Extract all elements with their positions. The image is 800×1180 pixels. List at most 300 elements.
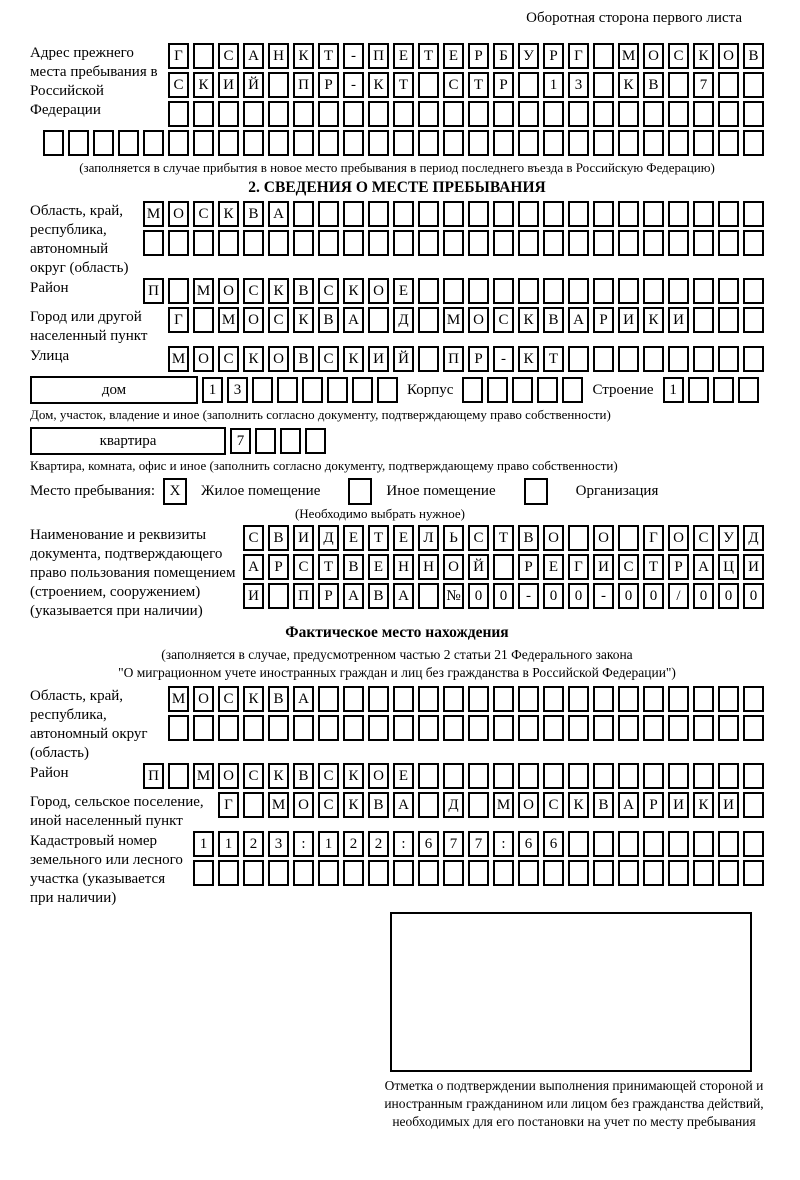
char-box: [743, 130, 764, 156]
actual-location-title: Фактическое место нахождения: [285, 624, 509, 641]
char-box: [443, 230, 464, 256]
char-box: [318, 130, 339, 156]
char-box: О: [668, 525, 689, 551]
char-box: [718, 715, 739, 741]
char-box: К: [343, 763, 364, 789]
stay-option-inoe-checkbox: [348, 478, 372, 505]
char-box: [468, 201, 489, 227]
char-row: [143, 201, 764, 227]
char-box: В: [268, 525, 289, 551]
char-box: [168, 101, 189, 127]
char-box: К: [268, 278, 289, 304]
char-box: [318, 201, 339, 227]
char-box: [418, 278, 439, 304]
city-block: [30, 307, 764, 346]
char-box: [643, 101, 664, 127]
char-box: М: [168, 346, 189, 372]
char-box: 1: [663, 377, 684, 403]
char-box: И: [743, 554, 764, 580]
char-box: [537, 377, 558, 403]
char-box: И: [368, 346, 389, 372]
street-block: [30, 346, 764, 375]
stay-option-zhiloe-label: Жилое помещение: [201, 483, 321, 499]
char-box: В: [368, 583, 389, 609]
char-box: [543, 230, 564, 256]
char-box: [302, 377, 323, 403]
char-box: Г: [568, 554, 589, 580]
char-box: [618, 525, 639, 551]
char-box: [643, 201, 664, 227]
char-box: К: [268, 763, 289, 789]
char-box: [693, 307, 714, 333]
char-box: Т: [318, 554, 339, 580]
char-box: [618, 346, 639, 372]
char-box: К: [343, 278, 364, 304]
char-box: [318, 230, 339, 256]
char-row: [143, 278, 764, 304]
char-box: С: [618, 554, 639, 580]
char-box: П: [443, 346, 464, 372]
district-label: Район: [30, 280, 69, 296]
char-box: М: [193, 278, 214, 304]
char-box: [518, 230, 539, 256]
char-box: [693, 763, 714, 789]
char-box: В: [293, 763, 314, 789]
char-box: И: [718, 792, 739, 818]
char-box: [193, 230, 214, 256]
char-box: К: [368, 72, 389, 98]
char-box: [643, 860, 664, 886]
char-box: В: [318, 307, 339, 333]
char-box: Е: [393, 525, 414, 551]
char-box: В: [268, 686, 289, 712]
char-box: [743, 831, 764, 857]
char-box: К: [643, 307, 664, 333]
char-box: [543, 201, 564, 227]
char-box: [168, 230, 189, 256]
char-box: [443, 715, 464, 741]
char-box: [443, 201, 464, 227]
char-box: [693, 230, 714, 256]
char-box: С: [243, 525, 264, 551]
char-box: [393, 130, 414, 156]
stay-type-row: [30, 478, 764, 505]
char-box: [668, 763, 689, 789]
char-box: [618, 715, 639, 741]
char-row: [243, 525, 764, 551]
cadastre-grid: [193, 831, 764, 889]
char-box: Е: [393, 43, 414, 69]
char-box: Ь: [443, 525, 464, 551]
char-box: [243, 715, 264, 741]
prev-address-block: [30, 43, 764, 130]
char-box: Р: [668, 554, 689, 580]
char-box: Г: [218, 792, 239, 818]
char-box: [718, 831, 739, 857]
char-box: [468, 130, 489, 156]
char-box: [305, 428, 326, 454]
char-box: [643, 686, 664, 712]
char-box: О: [243, 307, 264, 333]
char-box: [568, 860, 589, 886]
char-box: [418, 686, 439, 712]
char-box: [718, 686, 739, 712]
char-box: [393, 686, 414, 712]
char-box: Ц: [718, 554, 739, 580]
char-box: /: [668, 583, 689, 609]
char-box: Д: [743, 525, 764, 551]
char-box: [243, 101, 264, 127]
char-row: [193, 860, 764, 886]
char-box: [443, 860, 464, 886]
char-box: [693, 686, 714, 712]
char-box: [218, 130, 239, 156]
char-box: [593, 831, 614, 857]
char-box: [593, 860, 614, 886]
char-box: [268, 101, 289, 127]
char-box: Н: [418, 554, 439, 580]
char-box: [593, 346, 614, 372]
char-box: [718, 130, 739, 156]
char-box: Б: [493, 43, 514, 69]
apartment-type-box: квартира: [30, 427, 226, 455]
char-box: [418, 130, 439, 156]
char-box: К: [343, 346, 364, 372]
char-box: [643, 278, 664, 304]
char-box: [418, 860, 439, 886]
char-box: К: [693, 792, 714, 818]
char-box: С: [493, 307, 514, 333]
char-box: С: [318, 763, 339, 789]
char-box: 3: [268, 831, 289, 857]
char-box: [743, 346, 764, 372]
char-box: [468, 278, 489, 304]
char-box: У: [518, 43, 539, 69]
char-box: [318, 686, 339, 712]
char-box: [193, 43, 214, 69]
char-box: И: [668, 792, 689, 818]
char-box: [293, 715, 314, 741]
char-box: Т: [368, 525, 389, 551]
char-box: [43, 130, 64, 156]
char-box: [268, 715, 289, 741]
char-box: [343, 686, 364, 712]
char-box: В: [293, 278, 314, 304]
actual-region-grid: [168, 686, 764, 744]
char-box: [418, 201, 439, 227]
stay-option-org-checkbox: [524, 478, 548, 505]
char-box: К: [243, 346, 264, 372]
char-box: [518, 201, 539, 227]
char-box: -: [493, 346, 514, 372]
char-box: [293, 860, 314, 886]
char-box: Й: [468, 554, 489, 580]
actual-district-label: Район: [30, 765, 69, 781]
char-box: 0: [618, 583, 639, 609]
char-box: [193, 307, 214, 333]
stroenie-grid: [663, 377, 759, 403]
char-box: О: [593, 525, 614, 551]
char-row: [143, 763, 764, 789]
char-box: [343, 130, 364, 156]
char-box: [318, 715, 339, 741]
char-box: 1: [543, 72, 564, 98]
char-box: [693, 346, 714, 372]
char-box: К: [243, 686, 264, 712]
char-box: [668, 860, 689, 886]
char-box: [593, 278, 614, 304]
actual-city-label: Город, сельское поселение, иной населенный пункт: [30, 794, 204, 829]
actual-region-label: Область, край, республика, автономный округ (область): [30, 688, 148, 761]
char-box: [643, 831, 664, 857]
char-box: [643, 130, 664, 156]
char-box: [743, 72, 764, 98]
stamp-caption: Отметка о подтверждении выполнения принимающей стороной и иностранным гражданином или лицом без гражданства действий, необходимых для его постановки на учет по месту пребывания: [384, 1078, 764, 1129]
stroenie-label: Строение: [592, 382, 654, 398]
char-box: [293, 130, 314, 156]
char-box: [393, 201, 414, 227]
char-box: Г: [568, 43, 589, 69]
char-box: :: [393, 831, 414, 857]
char-box: [493, 278, 514, 304]
char-box: [668, 346, 689, 372]
char-box: [618, 101, 639, 127]
char-box: -: [343, 72, 364, 98]
char-box: [468, 230, 489, 256]
char-box: [368, 101, 389, 127]
char-box: А: [393, 583, 414, 609]
char-box: :: [493, 831, 514, 857]
char-box: И: [243, 583, 264, 609]
char-box: С: [468, 525, 489, 551]
char-box: [738, 377, 759, 403]
char-box: [393, 101, 414, 127]
char-box: [668, 278, 689, 304]
district-block: [30, 278, 764, 307]
char-box: С: [193, 201, 214, 227]
stamp-box: [390, 912, 752, 1072]
char-box: И: [668, 307, 689, 333]
char-box: [518, 715, 539, 741]
char-box: [568, 278, 589, 304]
char-box: Р: [493, 72, 514, 98]
char-box: [718, 230, 739, 256]
char-box: [293, 201, 314, 227]
char-box: 1: [318, 831, 339, 857]
actual-location-note: [30, 646, 764, 682]
char-box: [418, 101, 439, 127]
house-type-box: дом: [30, 376, 198, 404]
char-box: [643, 230, 664, 256]
prev-address-grid: [168, 43, 764, 130]
char-box: О: [368, 763, 389, 789]
char-box: И: [218, 72, 239, 98]
char-box: [418, 715, 439, 741]
char-box: [368, 201, 389, 227]
char-box: 2: [368, 831, 389, 857]
char-box: [618, 831, 639, 857]
char-box: О: [218, 763, 239, 789]
char-box: [568, 715, 589, 741]
actual-district-block: [30, 763, 764, 792]
char-row: [30, 130, 764, 156]
char-box: Т: [418, 43, 439, 69]
char-box: [318, 101, 339, 127]
cadastre-label: Кадастровый номер земельного или лесного участка (указывается при наличии): [30, 833, 183, 906]
char-box: Т: [643, 554, 664, 580]
char-box: А: [343, 583, 364, 609]
char-box: С: [243, 278, 264, 304]
char-box: К: [218, 201, 239, 227]
char-box: А: [568, 307, 589, 333]
char-box: [468, 715, 489, 741]
char-box: А: [268, 201, 289, 227]
char-box: [568, 346, 589, 372]
char-box: [713, 377, 734, 403]
char-box: [418, 307, 439, 333]
char-box: [568, 763, 589, 789]
char-box: И: [293, 525, 314, 551]
char-box: [693, 278, 714, 304]
char-box: [243, 230, 264, 256]
char-box: [418, 230, 439, 256]
char-box: Р: [268, 554, 289, 580]
char-box: В: [518, 525, 539, 551]
char-box: [493, 860, 514, 886]
char-box: [218, 101, 239, 127]
actual-location-note-line1: (заполняется в случае, предусмотренном частью 2 статьи 21 Федерального закона: [161, 647, 633, 662]
char-box: О: [268, 346, 289, 372]
house-row: [30, 376, 764, 404]
char-row: [243, 583, 764, 609]
char-box: Т: [468, 72, 489, 98]
char-box: [418, 346, 439, 372]
char-box: [293, 230, 314, 256]
char-box: П: [293, 72, 314, 98]
char-box: К: [293, 307, 314, 333]
char-box: [568, 201, 589, 227]
char-box: [543, 101, 564, 127]
char-box: [593, 72, 614, 98]
char-box: 0: [568, 583, 589, 609]
char-box: [668, 101, 689, 127]
char-box: [487, 377, 508, 403]
char-box: 7: [230, 428, 251, 454]
region-grid: [143, 201, 764, 259]
char-box: В: [543, 307, 564, 333]
char-box: [368, 715, 389, 741]
stay-option-zhiloe-checkbox: X: [163, 478, 187, 505]
char-box: Р: [593, 307, 614, 333]
char-box: 0: [718, 583, 739, 609]
char-box: К: [693, 43, 714, 69]
char-box: [743, 307, 764, 333]
char-box: [693, 201, 714, 227]
char-box: [93, 130, 114, 156]
char-box: [668, 72, 689, 98]
char-box: П: [368, 43, 389, 69]
char-box: [568, 130, 589, 156]
char-box: О: [468, 307, 489, 333]
char-box: [718, 72, 739, 98]
char-box: [518, 686, 539, 712]
char-box: [443, 278, 464, 304]
char-box: К: [618, 72, 639, 98]
char-box: А: [343, 307, 364, 333]
char-box: Р: [318, 583, 339, 609]
char-box: А: [243, 43, 264, 69]
char-box: А: [293, 686, 314, 712]
char-box: [518, 72, 539, 98]
char-row: [168, 43, 764, 69]
char-box: [393, 715, 414, 741]
char-box: [493, 686, 514, 712]
char-box: О: [443, 554, 464, 580]
char-row: [168, 346, 764, 372]
char-box: П: [293, 583, 314, 609]
char-box: М: [143, 201, 164, 227]
char-box: 7: [443, 831, 464, 857]
char-box: К: [518, 307, 539, 333]
char-box: 1: [193, 831, 214, 857]
district-grid: [143, 278, 764, 307]
char-row: [168, 307, 764, 333]
char-box: С: [318, 346, 339, 372]
char-box: [568, 831, 589, 857]
char-box: О: [543, 525, 564, 551]
char-box: 6: [543, 831, 564, 857]
char-box: [443, 101, 464, 127]
char-box: [618, 201, 639, 227]
char-box: С: [218, 686, 239, 712]
section2-title: 2. СВЕДЕНИЯ О МЕСТЕ ПРЕБЫВАНИЯ: [248, 179, 546, 196]
char-box: [643, 715, 664, 741]
char-box: И: [618, 307, 639, 333]
char-box: 3: [568, 72, 589, 98]
stay-type-note: (Необходимо выбрать нужное): [294, 506, 466, 521]
char-box: 2: [243, 831, 264, 857]
char-box: М: [443, 307, 464, 333]
char-box: [593, 101, 614, 127]
char-box: Е: [543, 554, 564, 580]
char-box: [193, 715, 214, 741]
stay-option-inoe-label: Иное помещение: [386, 483, 496, 499]
char-box: [618, 686, 639, 712]
char-box: [743, 201, 764, 227]
document-block: [30, 525, 764, 621]
char-box: И: [593, 554, 614, 580]
char-box: 1: [202, 377, 223, 403]
actual-region-block: [30, 686, 764, 763]
char-row: [193, 831, 764, 857]
char-box: -: [343, 43, 364, 69]
char-box: К: [568, 792, 589, 818]
char-box: [218, 860, 239, 886]
char-box: Д: [443, 792, 464, 818]
char-box: :: [293, 831, 314, 857]
char-box: К: [518, 346, 539, 372]
char-box: 0: [643, 583, 664, 609]
char-box: 1: [218, 831, 239, 857]
char-box: В: [368, 792, 389, 818]
char-box: 0: [468, 583, 489, 609]
char-box: [193, 860, 214, 886]
char-box: 3: [227, 377, 248, 403]
cadastre-block: [30, 831, 764, 908]
char-box: [343, 101, 364, 127]
char-box: [143, 230, 164, 256]
char-box: [518, 763, 539, 789]
